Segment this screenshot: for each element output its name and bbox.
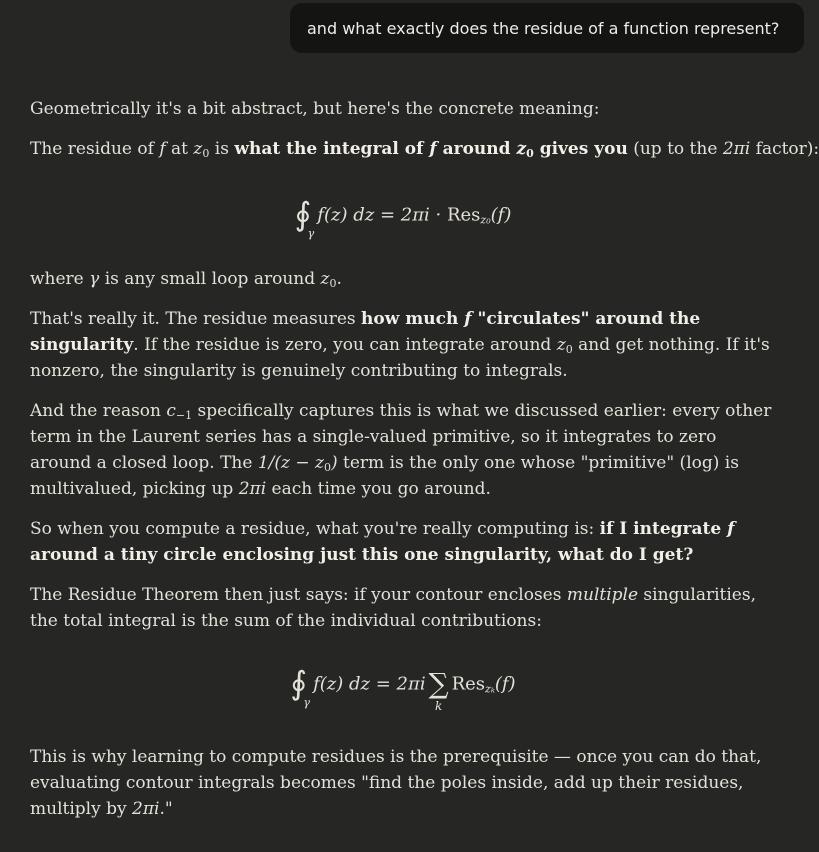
contour-integral-symbol: ∮ γ (294, 195, 315, 240)
paragraph-intro: Geometrically it's a bit abstract, but here's the concrete meaning: (30, 99, 600, 119)
bold-phrase: how much f "circulates" around the singularity (30, 309, 701, 355)
assistant-response (30, 96, 819, 836)
paragraph-residue-theorem: The Residue Theorem then just says: if your contour encloses multiple singularities, the total integral is the sum of the individual contributions: (30, 585, 756, 631)
bold-phrase: if I integrate f around a tiny circle enclosing just this one singularity, what do I get? (30, 519, 735, 565)
equation-residue-theorem: ∮ γ f(z) dz = 2πi ∑ k Res$_{z_k}$(f) (290, 664, 516, 713)
paragraph-circulation: That's really it. The residue measures how much f "circulates" around the singularity. If the residue is zero, you can integrate around $z_0$ and get nothing. If it's nonzero, the singularity is genuinely contributing to integrals. (30, 309, 770, 381)
paragraph-laurent-series: And the reason $c_{-1}$ specifically captures this is what we discussed earlier: every other term in the Laurent series has a single-valued primitive, so it integrates to zero around a closed loop. The $1/(z - z_0)$ term is the only one whose "primitive" (log) is multivalued, picking up 2πi each time you go around. (30, 401, 772, 499)
paragraph-gamma-loop: where γ is any small loop around $z_0$. (30, 269, 342, 290)
paragraph-residue-definition: The residue of f at $z_0$ is what the integral of f around $z_0$ gives you (up to the 2πi factor): (30, 139, 819, 160)
user-message-text: and what exactly does the residue of a function represent? (307, 19, 780, 38)
equation-residue: ∮ γ f(z) dz = 2πi · Res$_{z_0}$(f) (294, 195, 512, 240)
summation-symbol: ∑ k (428, 666, 449, 713)
contour-integral-symbol: ∮ γ (290, 664, 310, 709)
bold-phrase: what the integral of f around $z_0$ gives you (234, 139, 628, 160)
user-message-bubble (290, 3, 804, 53)
paragraph-computing-residue: So when you compute a residue, what you're really computing is: if I integrate f around a tiny circle enclosing just this one singularity, what do I get? (30, 519, 735, 565)
paragraph-conclusion: This is why learning to compute residues is the prerequisite — once you can do that, evaluating contour integrals becomes "find the poles inside, add up their residues, multiply by 2πi." (30, 747, 762, 819)
